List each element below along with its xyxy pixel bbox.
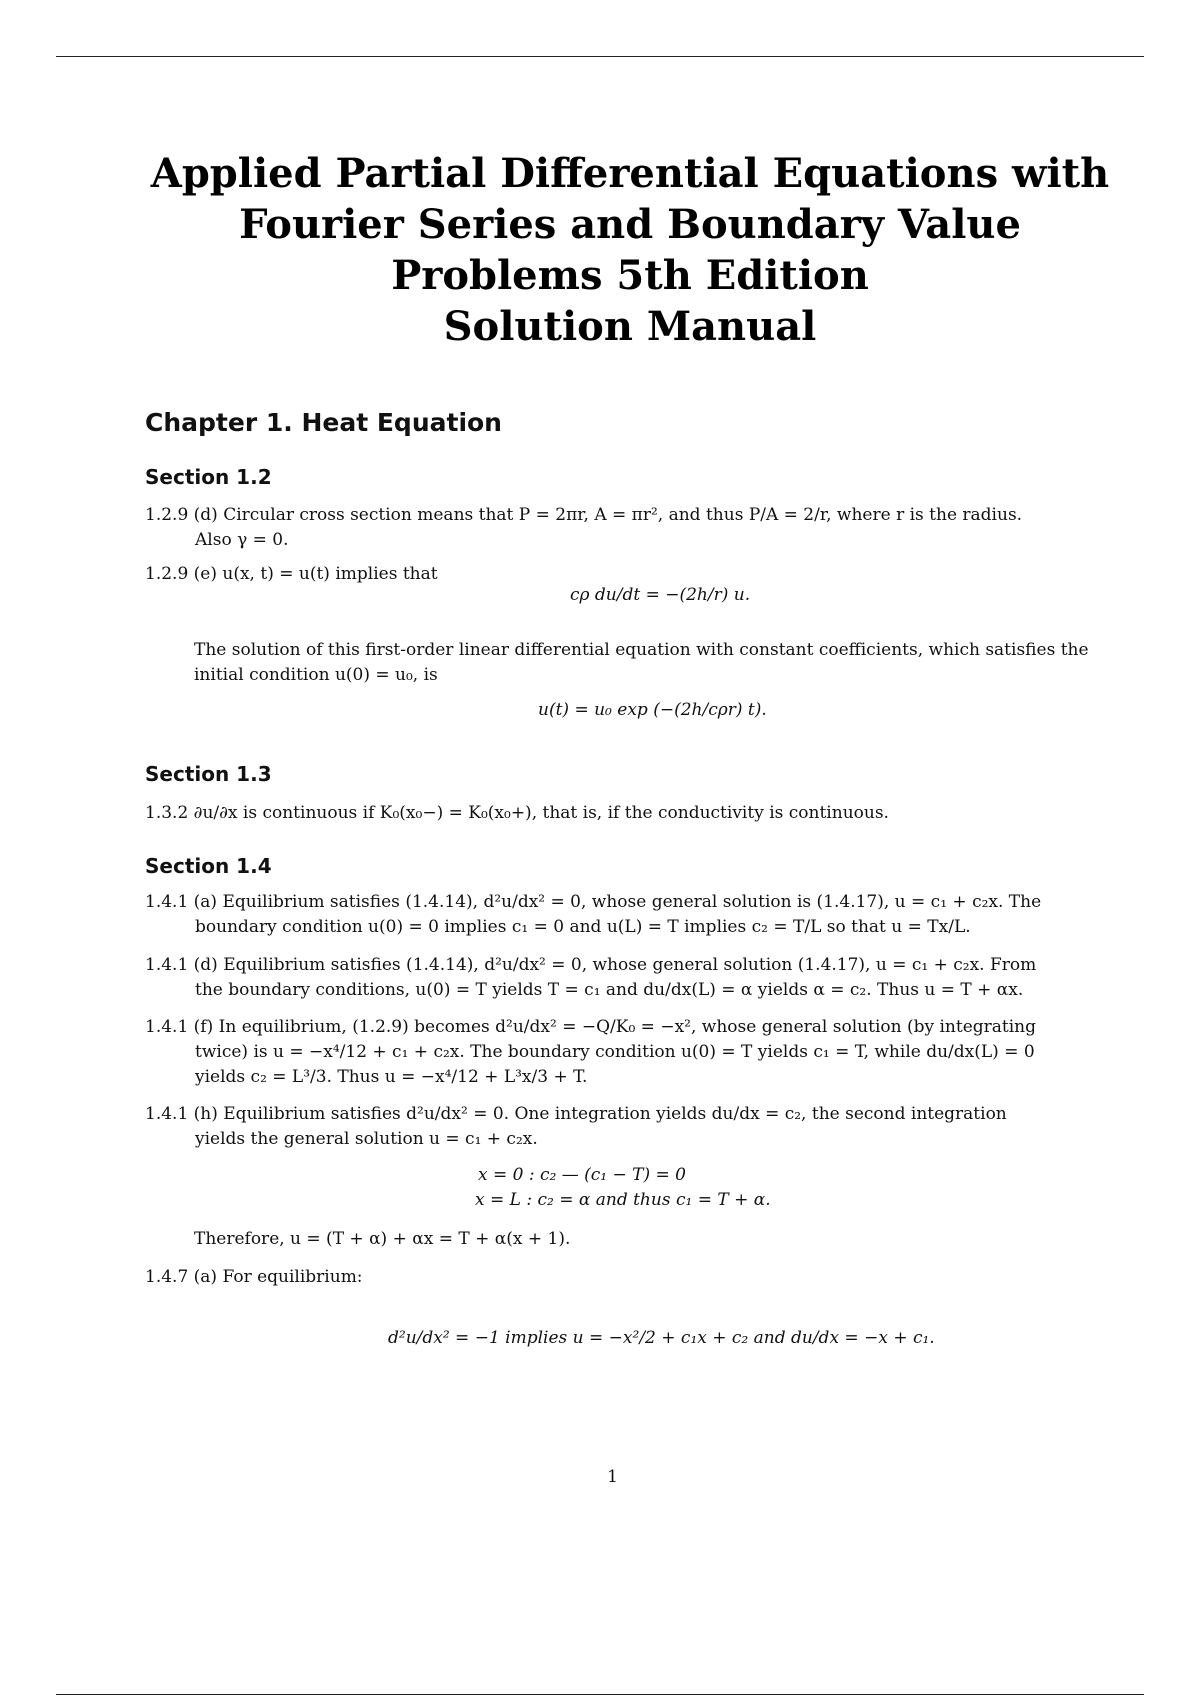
solution-line: Also γ = 0.	[195, 530, 289, 550]
solution-1-3-2: 1.3.2 ∂u/∂x is continuous if K₀(x₀−) = K₀(x₀+), that is, if the conductivity is continuous.	[145, 803, 889, 823]
solution-1-2-9-d	[145, 503, 1090, 553]
top-rule	[56, 56, 1144, 57]
bottom-rule	[56, 1694, 1144, 1695]
solution-line: twice) is u = −x⁴/12 + c₁ + c₂x. The boundary condition u(0) = T yields c₁ = T, while du/dx(L) = 0	[195, 1042, 1035, 1062]
solution-1-4-1-h-conclusion: Therefore, u = (T + α) + αx = T + α(x + 1).	[194, 1229, 571, 1249]
solution-1-4-1-h	[145, 1102, 1090, 1152]
solution-line: initial condition u(0) = u₀, is	[194, 665, 438, 685]
solution-1-2-9-e-continued	[194, 638, 1099, 688]
title-line-3: Problems 5th Edition	[391, 252, 869, 299]
equation-equilibrium-1-4-7: d²u/dx² = −1 implies u = −x²/2 + c₁x + c₂ and du/dx = −x + c₁.	[388, 1328, 935, 1348]
title-line-1: Applied Partial Differential Equations with	[150, 150, 1110, 197]
solution-1-4-1-a	[145, 890, 1090, 940]
solution-line: 1.4.1 (a) Equilibrium satisfies (1.4.14), d²u/dx² = 0, whose general solution is (1.4.17), u = c₁ + c₂x. The	[145, 892, 1042, 912]
solution-1-4-7-a: 1.4.7 (a) For equilibrium:	[145, 1267, 363, 1287]
equation-boundary-x0: x = 0 : c₂ — (c₁ − T) = 0	[478, 1165, 686, 1185]
equation-exponential-solution: u(t) = u₀ exp (−(2h/cρr) t).	[538, 700, 767, 720]
section-heading-1-4: Section 1.4	[145, 854, 272, 878]
solution-1-2-9-e: 1.2.9 (e) u(x, t) = u(t) implies that	[145, 564, 438, 584]
solution-line: boundary condition u(0) = 0 implies c₁ = 0 and u(L) = T implies c₂ = T/L so that u = Tx/L.	[195, 917, 971, 937]
solution-line: 1.4.1 (d) Equilibrium satisfies (1.4.14), d²u/dx² = 0, whose general solution (1.4.17), u = c₁ + c₂x. From	[145, 955, 1037, 975]
solution-1-4-1-f	[145, 1015, 1090, 1090]
chapter-heading: Chapter 1. Heat Equation	[145, 408, 502, 437]
equation-heat-ode: cρ du/dt = −(2h/r) u.	[570, 585, 751, 605]
document-title	[60, 148, 1200, 352]
page-number: 1	[607, 1467, 618, 1487]
title-line-4: Solution Manual	[443, 303, 817, 350]
solution-line: 1.4.1 (h) Equilibrium satisfies d²u/dx² = 0. One integration yields du/dx = c₂, the second integration	[145, 1104, 1007, 1124]
equation-boundary-xL: x = L : c₂ = α and thus c₁ = T + α.	[475, 1190, 771, 1210]
solution-line: The solution of this first-order linear differential equation with constant coefficients, which satisfies the	[194, 640, 1089, 660]
solution-line: yields the general solution u = c₁ + c₂x.	[195, 1129, 538, 1149]
section-heading-1-3: Section 1.3	[145, 762, 272, 786]
solution-line: 1.2.9 (d) Circular cross section means that P = 2πr, A = πr², and thus P/A = 2/r, where r is the radius.	[145, 505, 1023, 525]
section-heading-1-2: Section 1.2	[145, 465, 272, 489]
solution-line: yields c₂ = L³/3. Thus u = −x⁴/12 + L³x/3 + T.	[195, 1067, 588, 1087]
solution-line: the boundary conditions, u(0) = T yields T = c₁ and du/dx(L) = α yields α = c₂. Thus u = T + αx.	[195, 980, 1024, 1000]
solution-line: 1.4.1 (f) In equilibrium, (1.2.9) becomes d²u/dx² = −Q/K₀ = −x², whose general solution (by integrating	[145, 1017, 1037, 1037]
solution-1-4-1-d	[145, 953, 1090, 1003]
title-line-2: Fourier Series and Boundary Value	[239, 201, 1021, 248]
